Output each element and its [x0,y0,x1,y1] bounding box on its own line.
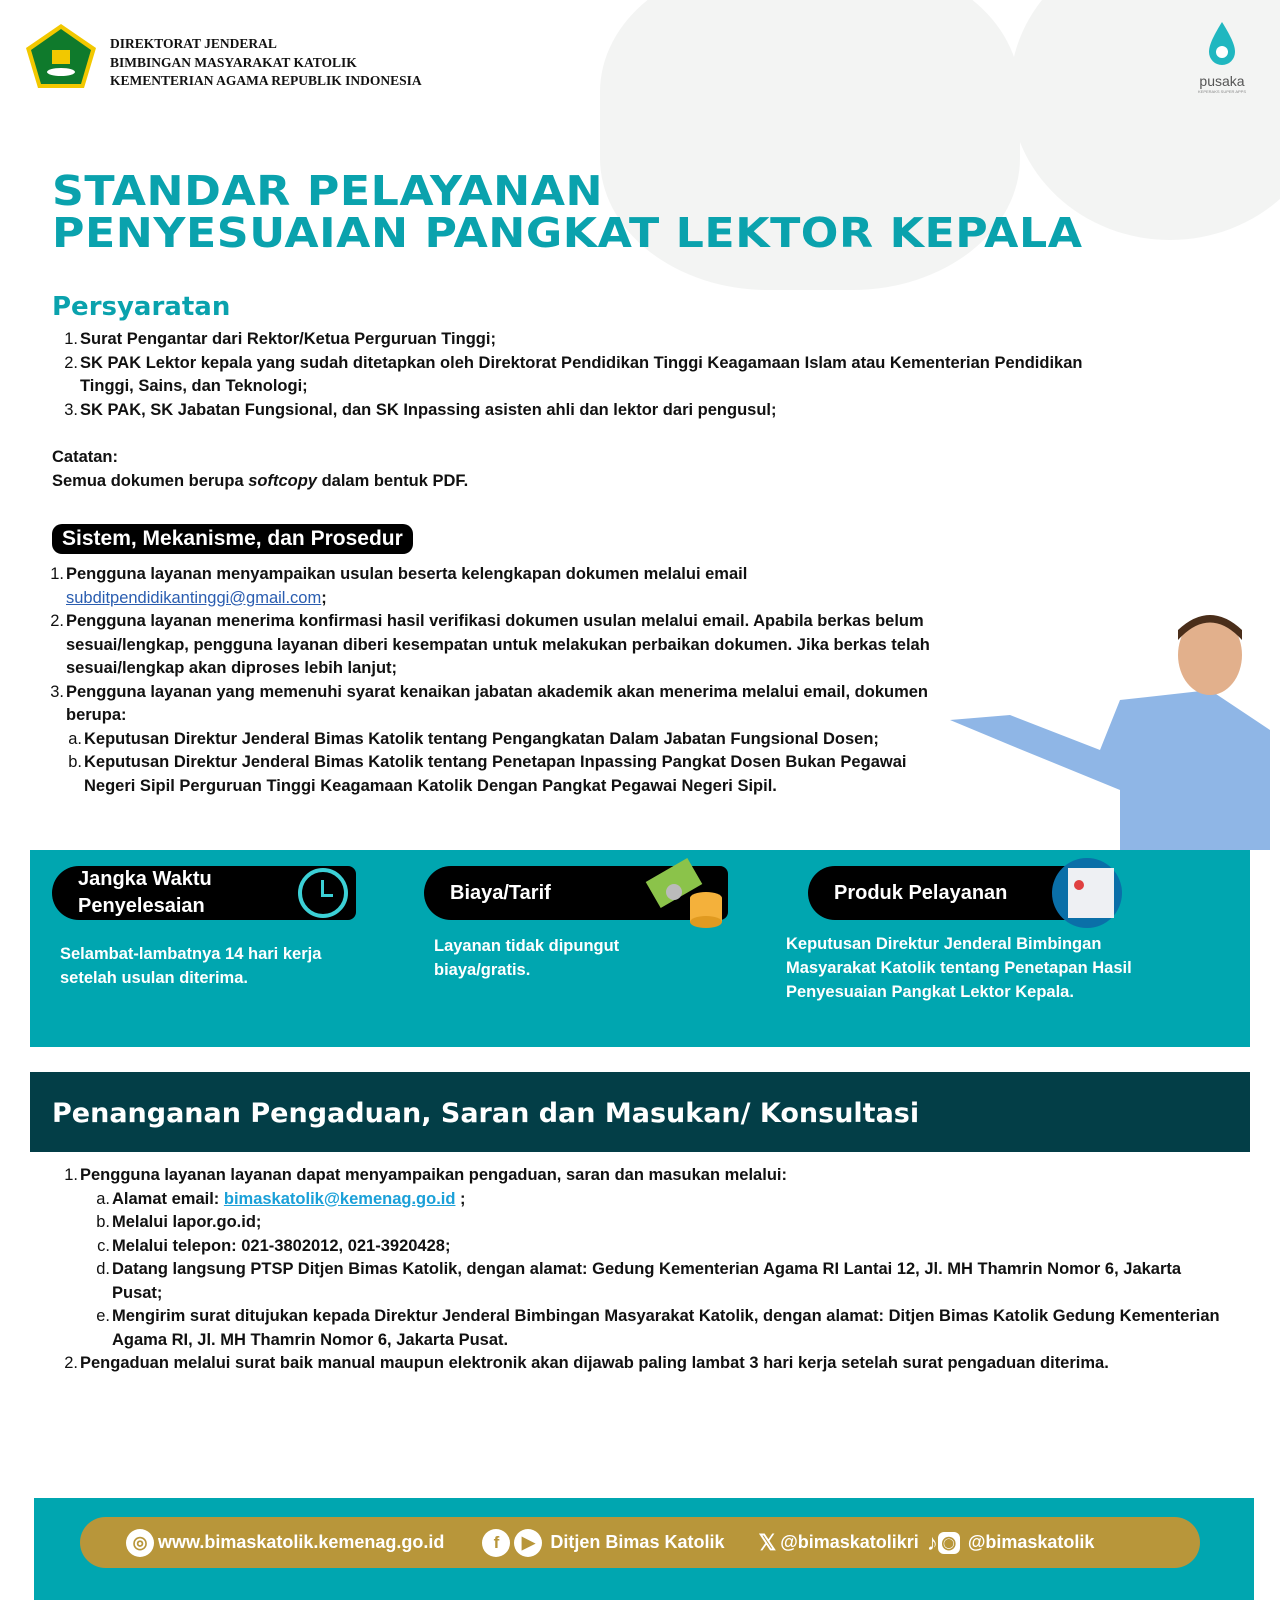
youtube-icon: ▶ [514,1529,542,1557]
email-link[interactable]: subditpendidikantinggi@gmail.com [66,588,322,607]
facebook-youtube-link[interactable]: f ▶ Ditjen Bimas Katolik [482,1529,724,1557]
list-item: 1. Pengguna layanan layanan dapat menyampaikan pengaduan, saran dan masukan melalui: a. Alamat email: bimaskatolik@kemenag.go.id ; b. Melalui lapor.go.id; c. Melalui telepon: 021-3802012, 021-3920428; d. Datang langsung PTSP Ditjen Bimas Katolik, dengan alamat: Gedung Kementerian Agama RI Lantai 12, Jl. MH Thamrin Nomor 6, Jakarta Pusat; e. Mengirim surat ditujukan kepada Direktur Jenderal Bimbingan Masyarakat Katolik, dengan alamat: Ditjen Bimas Katolik Gedung Kementerian Agama RI, Jl. MH Thamrin Nomor 6, Jakarta Pusat. [62,1164,1232,1352]
persyaratan-list [62,328,1092,422]
sub-item: d. Datang langsung PTSP Ditjen Bimas Katolik, dengan alamat: Gedung Kementerian Agama RI Lantai 12, Jl. MH Thamrin Nomor 6, Jakarta Pusat; [96,1260,1182,1302]
list-item: 2. SK PAK Lektor kepala yang sudah ditetapkan oleh Direktorat Pendidikan Tinggi Keagamaan Islam atau Kementerian Pendidikan Tinggi, Sains, dan Teknologi; [64,353,1083,395]
org-line: KEMENTERIAN AGAMA REPUBLIK INDONESIA [110,73,422,88]
card-jangka-waktu: Jangka Waktu Penyelesaian [52,866,356,920]
tiktok-icon: ♪ [926,1529,938,1555]
list-item: 2. Pengguna layanan menerima konfirmasi hasil verifikasi dokumen usulan melalui email. Apabila berkas belum sesuai/lengkap, pengguna layanan diberi kesempatan untuk melakukan perbaikan dokumen. Jika berkas telah sesuai/lengkap akan diproses lebih lanjut; [50,612,930,677]
pusaka-logo [1190,20,1254,94]
list-item: 1. Surat Pengantar dari Rektor/Ketua Perguruan Tinggi; [64,330,496,348]
note-text: Semua dokumen berupa softcopy dalam bentuk PDF. [52,471,469,490]
sub-item: b. Melalui lapor.go.id; [96,1213,262,1231]
note [52,446,468,493]
x-link[interactable]: 𝕏 @bimaskatolikri [758,1529,919,1555]
service-info-panel [30,850,1250,1047]
social-bar [80,1517,1200,1568]
complaint-email-link[interactable]: bimaskatolik@kemenag.go.id [223,1189,456,1208]
presenter-illustration [950,610,1280,850]
sub-item: c. Melalui telepon: 021-3802012, 021-3920428; [97,1236,451,1255]
pengaduan-heading: Penanganan Pengaduan, Saran dan Masukan/ Konsultasi [30,1072,1250,1152]
instagram-icon: ◉ [938,1532,960,1554]
pusaka-label: pusaka [1199,73,1245,89]
title-line: PENYESUAIAN PANGKAT LEKTOR KEPALA [52,209,1083,257]
page-title [52,167,1083,257]
sub-item: b. Keputusan Direktur Jenderal Bimas Katolik tentang Penetapan Inpassing Pangkat Dosen Bukan Pegawai Negeri Sipil Perguruan Tinggi Keagamaan Katolik Dengan Pangkat Pegawai Negeri Sipil. [68,753,907,795]
sub-item: a. Keputusan Direktur Jenderal Bimas Katolik tentang Pengangkatan Dalam Jabatan Fungsional Dosen; [68,729,879,748]
list-item: 3. Pengguna layanan yang memenuhi syarat kenaikan jabatan akademik akan menerima melalui email, dokumen berupa: a. Keputusan Direktur Jenderal Bimas Katolik tentang Pengangkatan Dalam Jabatan Fungsional Dosen; b. Keputusan Direktur Jenderal Bimas Katolik tentang Penetapan Inpassing Pangkat Dosen Bukan Pegawai Negeri Sipil Perguruan Tinggi Keagamaan Katolik Dengan Pangkat Pegawai Negeri Sipil. [48,681,956,799]
list-item: 2. Pengaduan melalui surat baik manual maupun elektronik akan dijawab paling lambat 3 hari kerja setelah surat pengaduan diterima. [64,1354,1109,1372]
clock-icon [298,868,348,918]
org-name [110,35,422,91]
sistem-list [48,563,956,798]
card-biaya: Biaya/Tarif [424,866,728,920]
money-icon [644,858,724,940]
note-label: Catatan: [52,448,119,466]
list-item: 1. Pengguna layanan menyampaikan usulan beserta kelengkapan dokumen melalui email subditpendidikantinggi@gmail.com; [50,565,748,607]
sub-item: e. Mengirim surat ditujukan kepada Direktur Jenderal Bimbingan Masyarakat Katolik, dengan alamat: Ditjen Bimas Katolik Gedung Kementerian Agama RI, Jl. MH Thamrin Nomor 6, Jakarta Pusat. [96,1307,1220,1349]
list-item: 3. SK PAK, SK Jabatan Fungsional, dan SK Inpassing asisten ahli dan lektor dari pengusul; [64,400,777,419]
pusaka-tagline: KEPERAKS SUPER APPS [1197,89,1247,94]
document-icon [1052,858,1122,928]
persyaratan-heading: Persyaratan [52,292,231,322]
globe-icon: ◎ [126,1529,154,1557]
card-produk-text: Keputusan Direktur Jenderal Bimbingan Masyarakat Katolik tentang Penetapan Hasil Penyesuaian Pangkat Lektor Kepala. [786,935,1132,1001]
sub-list [94,1188,1232,1353]
card-produk: Produk Pelayanan [808,866,1108,920]
footer [34,1498,1254,1600]
pengaduan-list [62,1164,1232,1376]
title-line: STANDAR PELAYANAN [52,167,604,215]
card-jangka-waktu-text: Selambat-lambatnya 14 hari kerja setelah usulan diterima. [60,945,322,987]
x-icon: 𝕏 [758,1529,777,1555]
website-link[interactable]: ◎ www.bimaskatolik.kemenag.go.id [126,1529,444,1557]
kemenag-logo [24,22,98,90]
card-biaya-text: Layanan tidak dipungut biaya/gratis. [434,937,620,979]
sistem-heading: Sistem, Mekanisme, dan Prosedur [52,524,413,554]
org-line: DIREKTORAT JENDERAL [110,36,277,51]
tiktok-instagram-link[interactable]: ♪ ◉ @bimaskatolik [926,1529,1095,1555]
sub-list [66,728,956,799]
facebook-icon: f [482,1529,510,1557]
sub-item: a. Alamat email: bimaskatolik@kemenag.go.id ; [96,1189,466,1208]
org-line: BIMBINGAN MASYARAKAT KATOLIK [110,54,357,70]
